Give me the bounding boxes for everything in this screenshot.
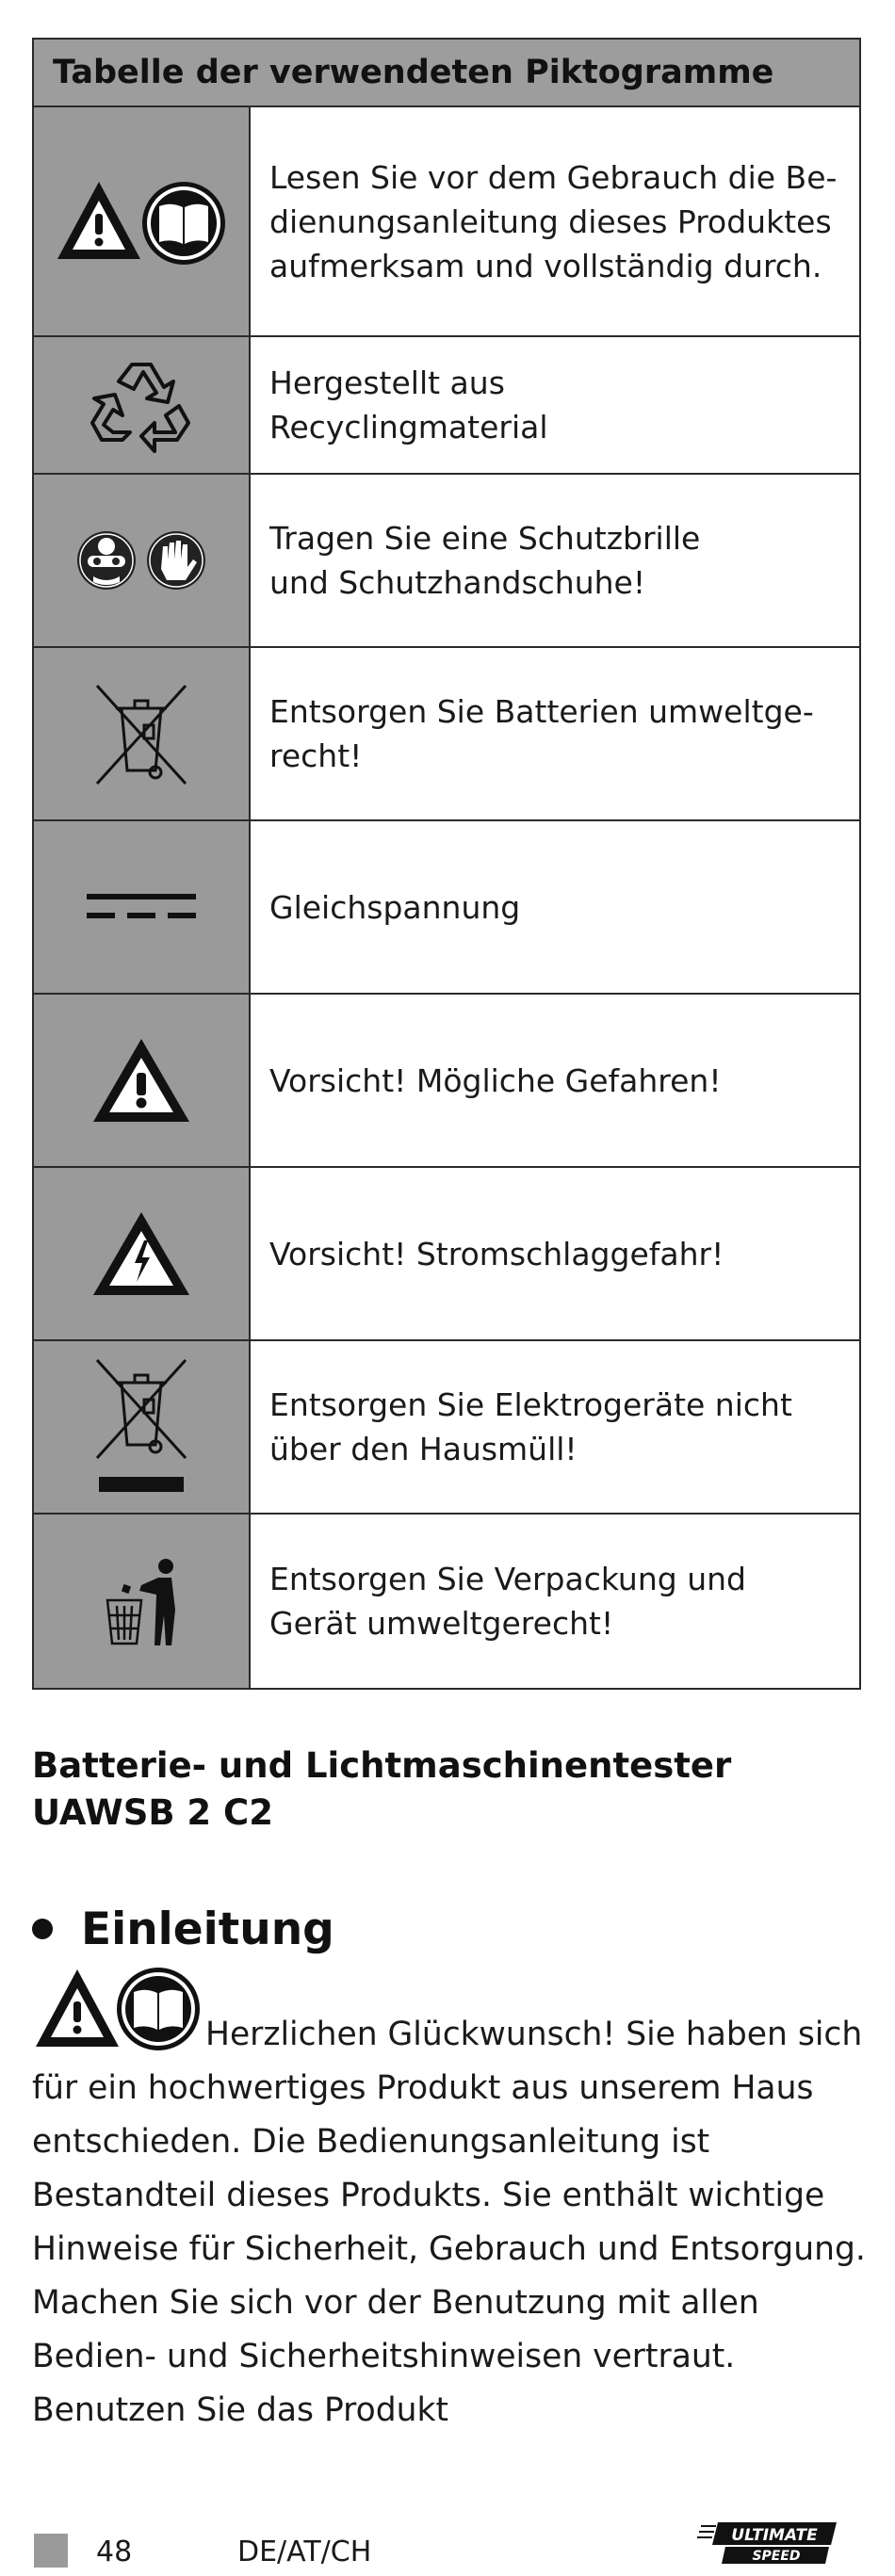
product-title-line1: Batterie- und Lichtmaschinentester	[32, 1745, 732, 1786]
table-row	[34, 1341, 859, 1515]
brand-logo	[697, 2520, 838, 2568]
table-header: Tabelle der verwendeten Piktogramme	[34, 40, 859, 107]
footer-marker	[34, 2534, 68, 2568]
recycle-icon	[85, 353, 198, 457]
icon-cell	[34, 995, 251, 1166]
icon-cell	[34, 337, 251, 473]
intro-text: Herzlichen Glückwunsch! Sie haben sich für ein hochwertiges Produkt aus unserem Haus entschieden. Die Bedienungsanleitung ist Bestandteil dieses Produkts. Sie enthält wichtige Hinweise für Sicherheit, Gebrauch und Entsorgung. Machen Sie sich vor der Benutzung mit allen Bedien- und Sicherheitshinweisen vertraut. Benutzen Sie das Produkt	[32, 2016, 866, 2429]
table-row	[34, 107, 859, 337]
icon-cell	[34, 1341, 251, 1513]
row-text: Entsorgen Sie Elektrogeräte nicht über den Hausmüll!	[269, 1386, 792, 1467]
icon-cell	[34, 107, 251, 335]
brand-word-1: ULTIMATE	[731, 2526, 818, 2545]
section-title: Einleitung	[81, 1903, 334, 1955]
goggles-gloves-icon	[71, 527, 212, 593]
icon-cell	[34, 648, 251, 819]
icon-cell	[34, 1515, 251, 1688]
icon-cell	[34, 821, 251, 993]
crossed-bin-icon	[90, 680, 193, 788]
table-row	[34, 995, 859, 1168]
row-text: Tragen Sie eine Schutzbrille und Schutzhandschuhe!	[269, 520, 701, 601]
brand-word-2: SPEED	[752, 2549, 801, 2564]
row-text: Vorsicht! Mögliche Gefahren!	[269, 1061, 722, 1099]
warning-book-icon	[52, 174, 231, 268]
crossed-bin-bar-icon	[90, 1356, 193, 1498]
locale-label: DE/AT/CH	[237, 2535, 372, 2568]
row-text: Gleichspannung	[269, 888, 521, 926]
table-row	[34, 1168, 859, 1341]
tidyman-icon	[104, 1557, 179, 1646]
table-row	[34, 475, 859, 648]
section-heading	[32, 1901, 334, 1957]
icon-cell	[34, 475, 251, 646]
table-row	[34, 648, 859, 821]
row-text: Hergestellt aus Recyclingmaterial	[269, 365, 548, 446]
row-text: Entsorgen Sie Batterien umweltge- recht!	[269, 693, 814, 774]
intro-paragraph	[32, 1964, 871, 2438]
product-model: UAWSB 2 C2	[32, 1792, 273, 1833]
table-row	[34, 821, 859, 995]
direct-current-icon	[85, 888, 198, 926]
page-number: 48	[96, 2535, 133, 2568]
pictogram-table	[32, 38, 861, 1690]
bullet-icon	[32, 1919, 53, 1939]
row-text: Vorsicht! Stromschlaggefahr!	[269, 1235, 724, 1272]
icon-cell	[34, 1168, 251, 1339]
warning-icon	[90, 1035, 193, 1126]
warning-book-icon	[32, 1964, 203, 2054]
table-row	[34, 1515, 859, 1688]
table-row	[34, 337, 859, 475]
electric-shock-icon	[90, 1208, 193, 1299]
row-text: Lesen Sie vor dem Gebrauch die Be- dienungsanleitung dieses Produktes aufmerksam und vollständig durch.	[269, 158, 838, 284]
row-text: Entsorgen Sie Verpackung und Gerät umweltgerecht!	[269, 1561, 746, 1642]
product-title	[32, 1742, 861, 1837]
